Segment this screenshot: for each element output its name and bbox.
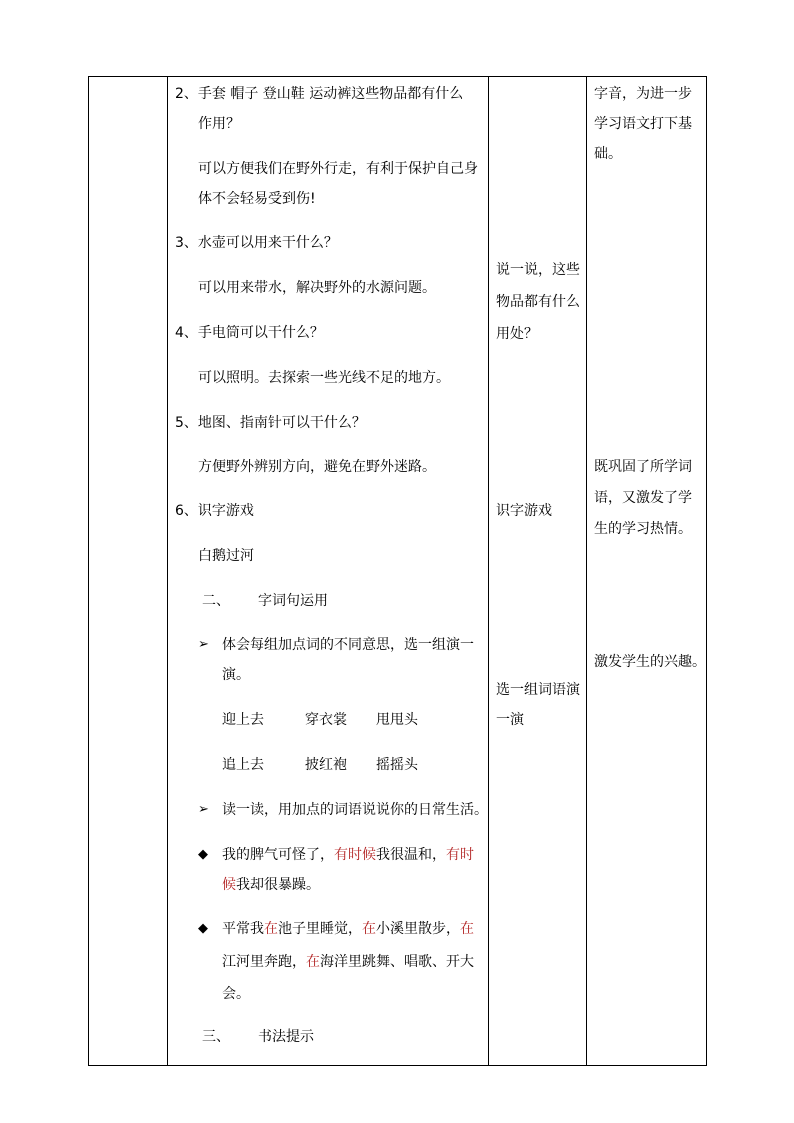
word-row1-item1: 迎上去	[222, 712, 264, 728]
q3-title: 3、水壶可以用来干什么？	[175, 235, 338, 251]
q5-answer: 方便野外辨别方向，避免在野外迷路。	[198, 459, 436, 475]
column-divider-3	[586, 77, 587, 1065]
word-row2-item1: 追上去	[222, 757, 264, 773]
example1-text: 我却很暴躁。	[236, 877, 320, 893]
note2-line3: 生的学习热情。	[594, 521, 692, 537]
activity1-line2: 物品都有什么	[496, 294, 580, 310]
q5-title: 5、地图、指南针可以干什么？	[175, 415, 366, 431]
q2-title-line1: 2、手套 帽子 登山鞋 运动裤这些物品都有什么	[175, 86, 464, 102]
example2-text: 海洋里跳舞、唱歌、开大	[320, 954, 474, 970]
task1-line1: 体会每组加点词的不同意思，选一组演一	[222, 637, 474, 653]
note2-line2: 语，又激发了学	[594, 490, 692, 506]
example1-line2	[222, 875, 320, 895]
section3-number: 三、	[202, 1029, 230, 1045]
note3: 激发学生的兴趣。	[594, 654, 706, 670]
example2-highlight: 在	[460, 921, 474, 937]
activity2: 识字游戏	[496, 503, 552, 519]
word-row1-item3: 甩甩头	[376, 712, 418, 728]
example1-line1	[222, 845, 474, 865]
example1-highlight: 有时候	[334, 847, 376, 863]
word-row1-item2: 穿衣裳	[305, 712, 347, 728]
note1-line1: 字音，为进一步	[594, 86, 692, 102]
activity3-line2: 一演	[496, 712, 524, 728]
q6-title: 6、识字游戏	[175, 503, 254, 519]
q3-answer: 可以用来带水，解决野外的水源问题。	[198, 280, 436, 296]
example1-text: 我的脾气可怪了，	[222, 847, 334, 863]
example2-line1	[222, 919, 474, 939]
example2-line2	[222, 952, 474, 972]
q2-title-line2: 作用？	[198, 116, 240, 132]
note2-line1: 既巩固了所学词	[594, 459, 692, 475]
example1-highlight: 候	[222, 877, 236, 893]
lesson-plan-table	[88, 76, 707, 1066]
example1-text: 我很温和，	[376, 847, 446, 863]
example2-line3: 会。	[222, 986, 250, 1002]
note1-line2: 学习语文打下基	[594, 116, 692, 132]
activity3-line1: 选一组词语演	[496, 682, 580, 698]
example2-highlight: 在	[362, 921, 376, 937]
activity1-line1: 说一说，这些	[496, 262, 580, 278]
example2-text: 小溪里散步，	[376, 921, 460, 937]
task1-line2: 演。	[222, 667, 250, 683]
column-divider-1	[167, 77, 168, 1065]
q2-answer-line2: 体不会轻易受到伤!	[198, 191, 316, 207]
arrow-bullet-icon: ➢	[198, 637, 209, 652]
diamond-bullet-icon: ◆	[198, 921, 208, 936]
section3-title: 书法提示	[258, 1029, 314, 1045]
q4-answer: 可以照明。去探索一些光线不足的地方。	[198, 370, 450, 386]
example2-text: 江河里奔跑，	[222, 954, 306, 970]
word-row2-item2: 披红袍	[305, 757, 347, 773]
example2-text: 平常我	[222, 921, 264, 937]
example2-text: 池子里睡觉，	[278, 921, 362, 937]
section2-number: 二、	[202, 593, 230, 609]
example2-highlight: 在	[306, 954, 320, 970]
note1-line3: 础。	[594, 146, 622, 162]
arrow-bullet-icon: ➢	[198, 802, 209, 817]
activity1-line3: 用处？	[496, 326, 538, 342]
diamond-bullet-icon: ◆	[198, 847, 208, 862]
column-divider-2	[488, 77, 489, 1065]
example1-highlight: 有时	[446, 847, 474, 863]
task2: 读一读，用加点的词语说说你的日常生活。	[222, 802, 488, 818]
q4-title: 4、手电筒可以干什么？	[175, 325, 324, 341]
q2-answer-line1: 可以方便我们在野外行走，有利于保护自己身	[198, 161, 478, 177]
example2-highlight: 在	[264, 921, 278, 937]
q6-game: 白鹅过河	[198, 548, 254, 564]
section2-title: 字词句运用	[258, 593, 328, 609]
word-row2-item3: 摇摇头	[376, 757, 418, 773]
